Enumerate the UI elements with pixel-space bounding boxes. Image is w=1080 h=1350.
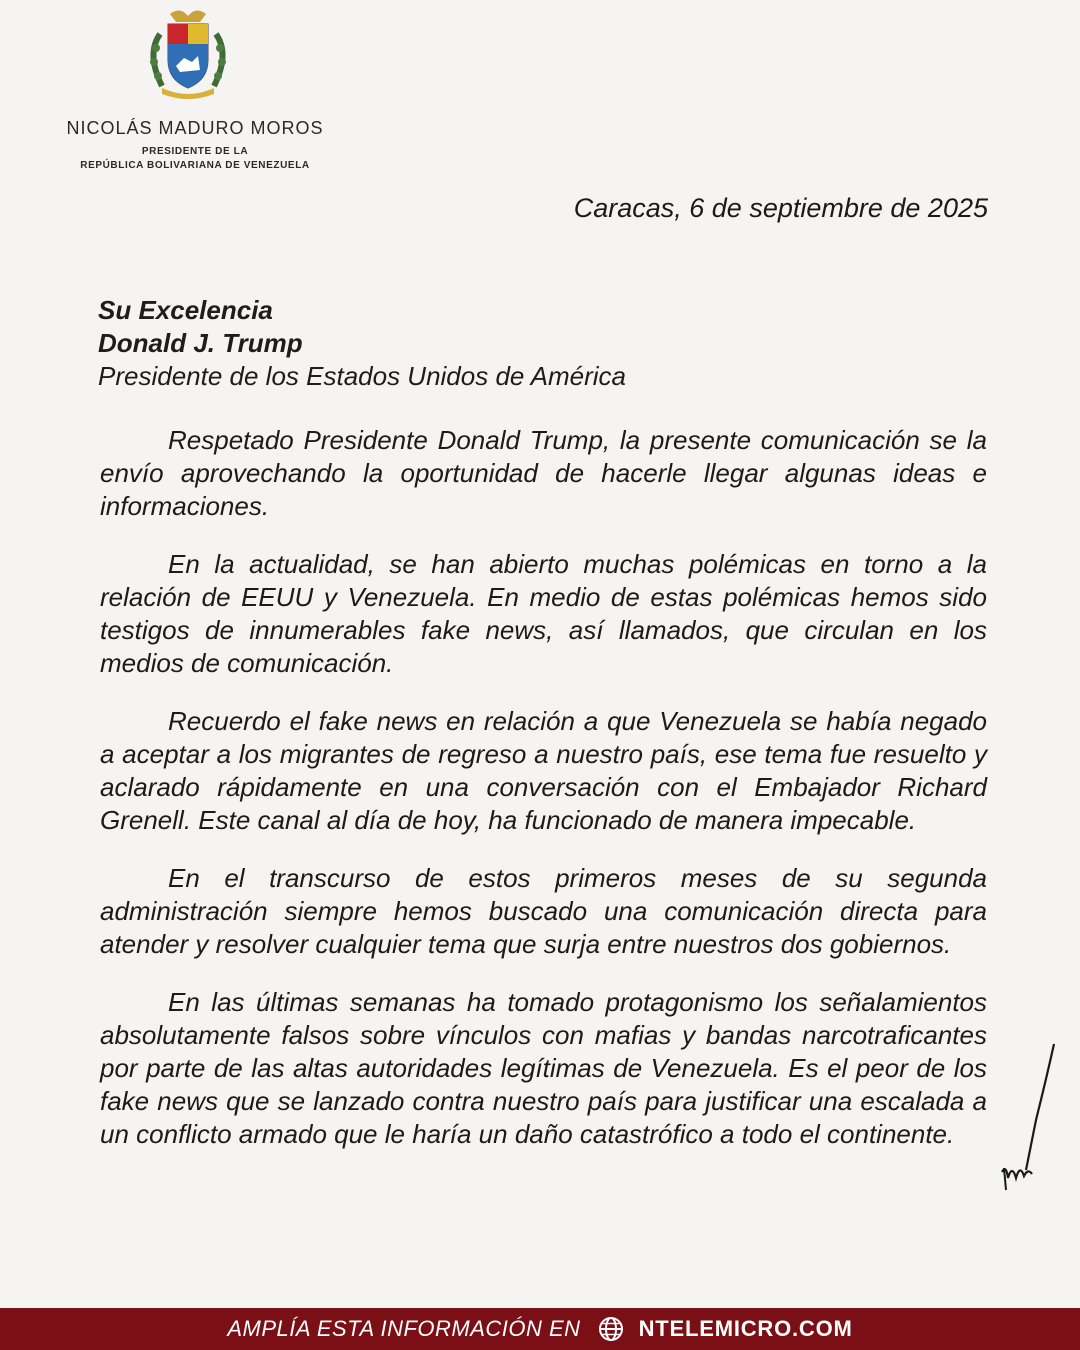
- letter-body: [100, 424, 987, 1176]
- sender-title-line2: REPÚBLICA BOLIVARIANA DE VENEZUELA: [80, 160, 310, 171]
- recipient-name: Donald J. Trump: [98, 328, 303, 358]
- footer-banner[interactable]: [0, 1308, 1080, 1350]
- signature-mark: [996, 1040, 1066, 1220]
- banner-site-link[interactable]: NTELEMICRO.COM: [638, 1316, 853, 1341]
- paragraph: En el transcurso de estos primeros meses de su segunda administración siempre hemos buscado una comunicación directa para atender y resolver cualquier tema que surja entre nuestros dos gobiernos.: [100, 863, 987, 959]
- recipient-block: [98, 294, 626, 393]
- banner-text: AMPLÍA ESTA INFORMACIÓN EN: [227, 1316, 581, 1341]
- paragraph: Respetado Presidente Donald Trump, la presente comunicación se la envío aprovechando la oportunidad de hacerle llegar algunas ideas e informaciones.: [100, 425, 987, 521]
- paragraph: Recuerdo el fake news en relación a que Venezuela se había negado a aceptar a los migrantes de regreso a nuestro país, ese tema fue resuelto y aclarado rápidamente en una conversación con el Embajador Richard Grenell. Este canal al día de hoy, ha funcionado de manera impecable.: [100, 706, 987, 835]
- recipient-title: Presidente de los Estados Unidos de América: [98, 361, 626, 391]
- sender-name: NICOLÁS MADURO MOROS: [66, 118, 324, 138]
- recipient-salutation: Su Excelencia: [98, 295, 273, 325]
- coat-of-arms-emblem: [140, 4, 236, 102]
- globe-icon: [597, 1315, 625, 1343]
- sender-title-line1: PRESIDENTE DE LA: [141, 146, 249, 157]
- paragraph: En las últimas semanas ha tomado protagonismo los señalamientos absolutamente falsos sobre vínculos con mafias y bandas narcotraficantes por parte de las altas autoridades legítimas de Venezuela. Es el peor de los fake news que se lanzado contra nuestro país para justificar una escalada a un conflicto armado que le haría un daño catastrófico a todo el continente.: [100, 987, 987, 1149]
- letterhead: [40, 118, 350, 173]
- letter-date: Caracas, 6 de septiembre de 2025: [573, 193, 988, 223]
- paragraph: En la actualidad, se han abierto muchas polémicas en torno a la relación de EEUU y Venezuela. En medio de estas polémicas hemos sido testigos de innumerables fake news, así llamados, que circulan en los medios de comunicación.: [100, 549, 987, 678]
